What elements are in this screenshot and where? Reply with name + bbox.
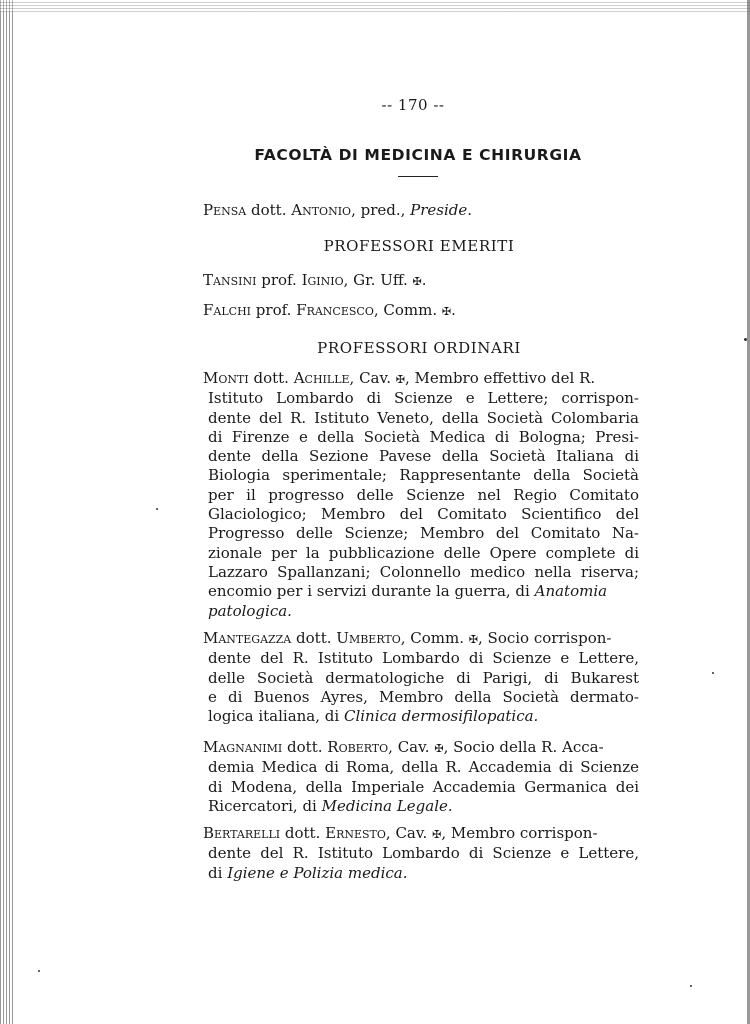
emeritus-title: prof. bbox=[261, 271, 297, 289]
emeritus-surname: Falchi bbox=[203, 301, 252, 319]
entry-line-last bbox=[203, 797, 639, 816]
professor-title: dott. bbox=[287, 738, 323, 756]
emeriti-heading: PROFESSORI EMERITI bbox=[323, 237, 515, 255]
subject-continued: patologica. bbox=[208, 601, 292, 620]
entry-text: , Socio corrispon- bbox=[478, 629, 612, 647]
professor-title: dott. bbox=[284, 824, 321, 842]
title-rule bbox=[398, 176, 438, 177]
professor-rank: , Cav. bbox=[349, 369, 396, 387]
entry-text: , Socio della R. Acca- bbox=[443, 738, 604, 756]
emeritus-end: . bbox=[421, 271, 427, 289]
professor-rank: , Cav. bbox=[388, 738, 435, 756]
ordinari-heading: PROFESSORI ORDINARI bbox=[317, 339, 521, 357]
entry-text: encomio per i servizi durante la guerra, di bbox=[208, 582, 530, 601]
preside-name: Antonio bbox=[291, 201, 352, 219]
entry-line: per il progresso delle Scienze nel Regio Comitato bbox=[208, 485, 639, 504]
scan-speck bbox=[712, 672, 714, 674]
entry-line: delle Società dermatologiche di Parigi, di Bukarest bbox=[208, 668, 639, 687]
preside-entry bbox=[203, 201, 472, 219]
professor-entry-mantegazza bbox=[203, 629, 639, 726]
emeritus-name: Iginio bbox=[301, 271, 344, 289]
cross-icon: ✠ bbox=[468, 633, 479, 646]
professor-title: dott. bbox=[296, 629, 332, 647]
scan-speck bbox=[744, 338, 747, 341]
entry-text: , Membro corrispon- bbox=[441, 824, 598, 842]
entry-first-line bbox=[203, 824, 639, 844]
entry-text: , Membro effettivo del R. bbox=[404, 369, 596, 387]
subject: Igiene e Polizia medica. bbox=[227, 863, 408, 882]
professor-rank: , Cav. bbox=[385, 824, 433, 842]
entry-text: Ricercatori, di bbox=[208, 796, 317, 815]
emeritus-title: prof. bbox=[255, 301, 292, 319]
entry-line: e di Buenos Ayres, Membro della Società dermato- bbox=[208, 687, 639, 706]
professor-name: Roberto bbox=[327, 738, 389, 756]
entry-first-line bbox=[203, 369, 639, 389]
cross-icon: ✠ bbox=[395, 373, 405, 386]
preside-role: Preside. bbox=[410, 201, 473, 219]
preside-rest: , pred., bbox=[351, 201, 411, 219]
professor-entry-magnanimi bbox=[203, 738, 639, 816]
scan-speck bbox=[38, 970, 40, 972]
entry-line: dente del R. Istituto Veneto, della Società Colombaria bbox=[208, 408, 639, 427]
subject: Anatomia bbox=[534, 582, 608, 601]
emeritus-entry bbox=[203, 301, 456, 319]
entry-line: Lazzaro Spallanzani; Colonnello medico nella riserva; bbox=[208, 562, 639, 581]
emeritus-entry bbox=[203, 271, 427, 289]
professor-entry-bertarelli bbox=[203, 824, 639, 883]
entry-line: di Modena, della Imperiale Accademia Germanica dei bbox=[208, 777, 639, 796]
entry-line: dente del R. Istituto Lombardo di Scienze e Lettere, bbox=[208, 649, 639, 668]
professor-surname: Mantegazza bbox=[203, 629, 292, 647]
preside-title: dott. bbox=[251, 201, 287, 219]
entry-line: dente del R. Istituto Lombardo di Scienze e Lettere, bbox=[208, 844, 639, 863]
entry-line: Glaciologico; Membro del Comitato Scientifico del bbox=[208, 505, 639, 524]
entry-first-line bbox=[203, 738, 639, 758]
professor-name: Ernesto bbox=[325, 824, 386, 842]
entry-line: Progresso delle Scienze; Membro del Comitato Na- bbox=[208, 524, 639, 543]
page-number: -- 170 -- bbox=[381, 96, 445, 114]
cross-icon: ✠ bbox=[441, 305, 452, 318]
entry-text: logica italiana, di bbox=[208, 707, 340, 726]
professor-name: Achille bbox=[293, 369, 350, 387]
emeritus-rest: , Gr. Uff. bbox=[343, 271, 413, 289]
entry-line-last bbox=[203, 582, 639, 601]
scan-speck bbox=[690, 985, 692, 987]
entry-text: di bbox=[208, 863, 223, 882]
entry-line: Istituto Lombardo di Scienze e Lettere; corrispon- bbox=[208, 389, 639, 408]
professor-surname: Monti bbox=[203, 369, 249, 387]
subject: Medicina Legale. bbox=[321, 796, 453, 815]
subject: Clinica dermosifilopatica. bbox=[343, 707, 539, 726]
emeritus-end: . bbox=[451, 301, 456, 319]
emeritus-name: Francesco bbox=[296, 301, 374, 319]
emeritus-surname: Tansini bbox=[203, 271, 257, 289]
entry-line: dente della Sezione Pavese della Società Italiana di bbox=[208, 447, 639, 466]
cross-icon: ✠ bbox=[432, 828, 442, 841]
entry-line: zionale per la pubblicazione delle Opere complete di bbox=[208, 543, 639, 562]
professor-surname: Bertarelli bbox=[203, 824, 281, 842]
emeritus-rest: , Comm. bbox=[373, 301, 442, 319]
entry-line: demia Medica di Roma, della R. Accademia di Scienze bbox=[208, 758, 639, 777]
entry-line-last bbox=[203, 707, 639, 726]
preside-surname: Pensa bbox=[203, 201, 247, 219]
cross-icon: ✠ bbox=[434, 742, 444, 755]
entry-line: Biologia sperimentale; Rappresentante della Società bbox=[208, 466, 639, 485]
faculty-title: FACOLTÀ DI MEDICINA E CHIRURGIA bbox=[254, 146, 582, 164]
professor-rank: , Comm. bbox=[400, 629, 469, 647]
professor-surname: Magnanimi bbox=[203, 738, 283, 756]
professor-entry-monti bbox=[203, 369, 639, 621]
entry-line: di Firenze e della Società Medica di Bologna; Presi- bbox=[208, 427, 639, 446]
entry-first-line bbox=[203, 629, 639, 649]
entry-line-last bbox=[203, 864, 639, 883]
professor-title: dott. bbox=[253, 369, 289, 387]
scan-speck bbox=[156, 508, 158, 510]
page-top-edge bbox=[0, 0, 750, 12]
cross-icon: ✠ bbox=[412, 275, 422, 288]
professor-name: Umberto bbox=[336, 629, 401, 647]
